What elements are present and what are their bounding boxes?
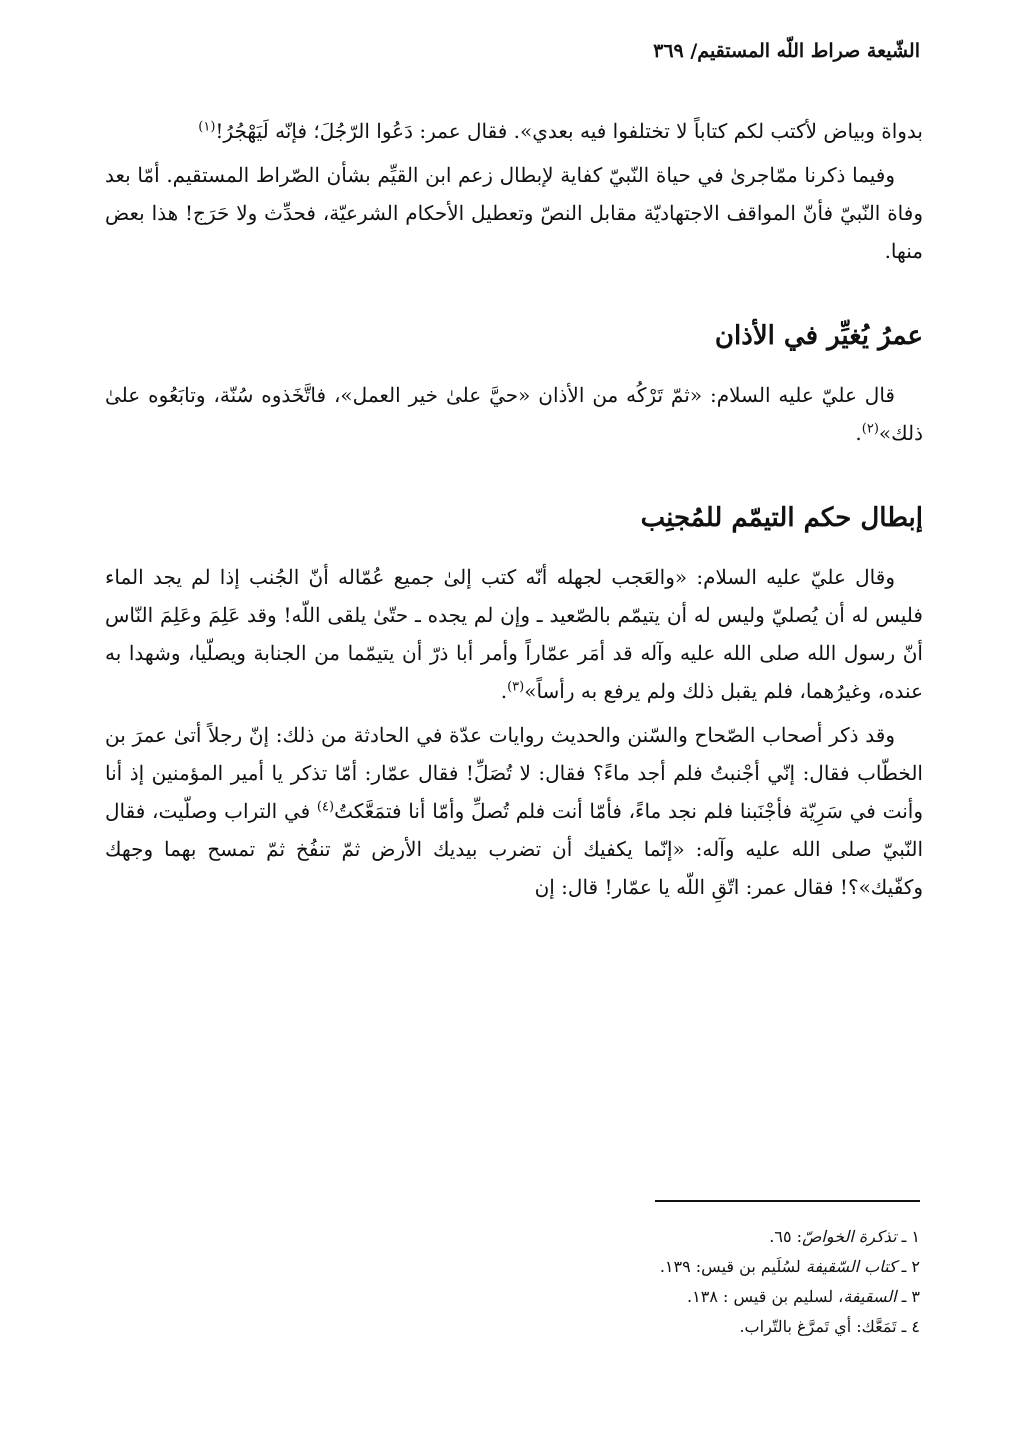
paragraph-4-text: وقال عليّ عليه السلام: «والعَجب لجهله أنّه كتب إلىٰ جميع عُمّاله أنّ الجُنب إذا لم يجد الماء فليس له أن يُصليّ وليس له أن يتيمّم بالصّعيد ـ وإن لم يجده ـ حتّىٰ يلقى اللّه! وقد عَلِمَ وعَلِمَ النّاس أنّ رسول الله صلى الله عليه وآله قد أمَر عمّاراً وأمر أبا ذرّ أن يتيمّما من الجنابة ويصلّيا، وشهدا به عنده، وغيرُهما، فلم يقبل ذلك ولم يرفع به رأساً» — [105, 565, 923, 703]
footnote-1-number: ١ ـ — [901, 1227, 920, 1246]
paragraph-3-text: قال عليّ عليه السلام: «ثمّ تَرْكُه من الأذان «حيَّ علىٰ خير العمل»، فاتَّخَذوه سُنّة، وتابَعُوه علىٰ ذلك» — [105, 383, 923, 445]
footnote-2-title: كتاب السّقيفة — [805, 1257, 897, 1276]
footnote-3-title: السقيفة — [843, 1287, 897, 1306]
footnote-1 — [320, 1222, 920, 1252]
footnote-4-number: ٤ ـ — [901, 1317, 920, 1336]
footnote-4-text: تَمَعَّك: أي تَمرَّغ بالتّراب. — [739, 1317, 897, 1336]
paragraph-5 — [105, 716, 923, 906]
footnotes — [320, 1222, 920, 1342]
paragraph-3-end: . — [855, 421, 862, 445]
footnote-4 — [320, 1312, 920, 1342]
footnote-3-number: ٣ ـ — [901, 1287, 920, 1306]
footnote-1-title: تذكرة الخواصّ — [802, 1227, 897, 1246]
main-text — [105, 112, 923, 906]
footnote-2-source: لسُلَيم بن قيس: ١٣٩. — [659, 1257, 806, 1276]
paragraph-5-text-a: وقد ذكر أصحاب الصّحاح والسّنن والحديث روايات عدّة في الحادثة من ذلك: إنّ رجلاً أتىٰ عمرَ بن الخطّاب فقال: إنّي أجْنبتُ فلم أجد ماءً؟ فقال: لا تُصَلِّ! فقال عمّار: أمّا تذكر يا أمير المؤمنين إذ أنا وأنت في سَرِيّة فأجْنَبنا فلم نجد ماءً، فأمّا أنت فلم تُصلِّ وأمّا أنا فتمَعَّكتُ — [105, 723, 923, 823]
running-head: الشّيعة صراط اللّه المستقيم/ ٣٦٩ — [653, 40, 920, 62]
section-heading-adhan: عمرُ يُغيِّر في الأذان — [714, 321, 923, 351]
paragraph-4 — [105, 558, 923, 710]
paragraph-1-text: بدواة وبياض لأكتب لكم كتاباً لا تختلفوا فيه بعدي». فقال عمر: دَعُوا الرّجُلَ؛ فإنّه لَيَهْجُرُ! — [215, 119, 923, 143]
footnote-2-number: ٢ ـ — [901, 1257, 920, 1276]
paragraph-4-end: . — [500, 679, 508, 703]
footnote-divider — [655, 1200, 920, 1202]
paragraph-3 — [105, 376, 923, 452]
footnote-ref-2[interactable]: (٢) — [861, 421, 879, 437]
paragraph-2: وفيما ذكرنا ممّاجرىٰ في حياة النّبيّ كفاية لإبطال زعم ابن القيِّم بشأن الصّراط المستقيم. أمّا بعد وفاة النّبيّ فأنّ المواقف الاجتهاديّة مقابل النصّ وتعطيل الأحكام الشرعيّة، فحدِّث ولا حَرَج! هذا بعض منها. — [105, 163, 923, 263]
footnote-ref-4[interactable]: (٤) — [316, 799, 335, 815]
footnote-3 — [320, 1282, 920, 1312]
footnote-3-source: ، لسليم بن قيس : ١٣٨. — [687, 1287, 844, 1306]
footnote-1-source: : ٦٥. — [769, 1227, 803, 1246]
footnote-ref-1[interactable]: (١) — [198, 119, 216, 135]
paragraph-1 — [105, 112, 923, 150]
footnote-ref-3[interactable]: (٣) — [507, 679, 525, 695]
footnote-2 — [320, 1252, 920, 1282]
paragraph-5-text-b: في التراب وصلّيت، فقال النّبيّ صلى الله عليه وآله: «إنّما يكفيك أن تضرب بيديك الأرض ثمّ تنفُخ ثمّ تمسح بهما وجهك وكفّيك»؟! فقال عمر: اتّقِ اللّه يا عمّار! قال: إن — [105, 799, 923, 899]
section-heading-tayammum: إبطال حكم التيمّم للمُجنِب — [640, 503, 923, 533]
